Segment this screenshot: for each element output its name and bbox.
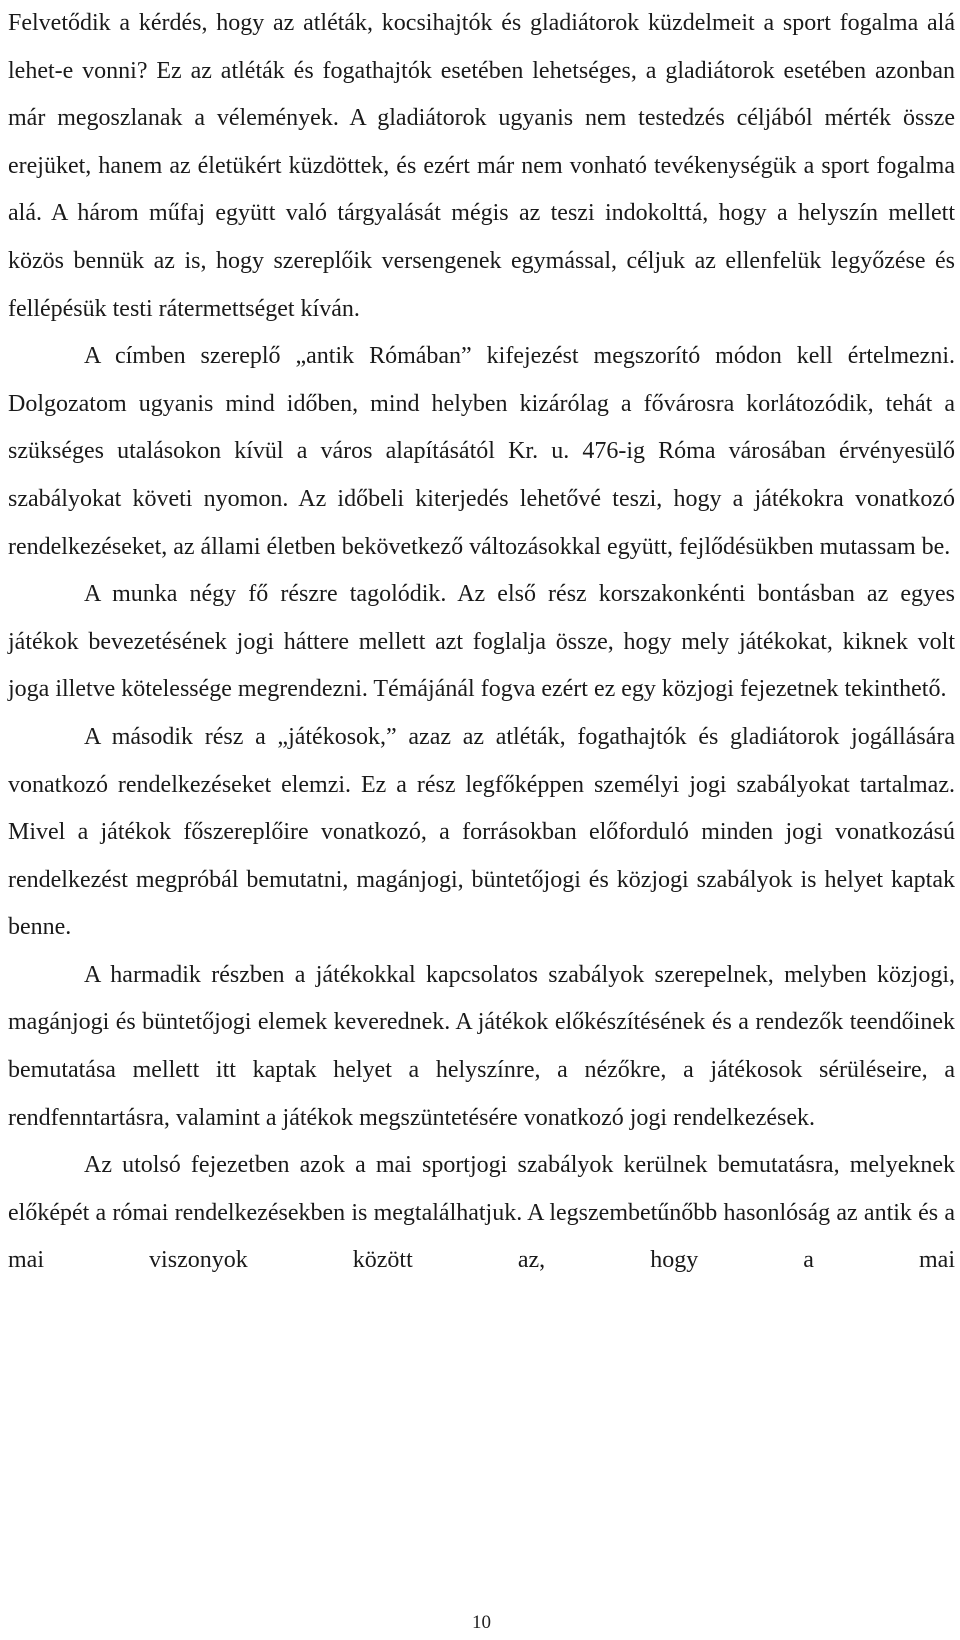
document-page xyxy=(8,0,955,1640)
page-number: 10 xyxy=(472,1612,491,1633)
paragraph-2: A címben szereplő „antik Rómában” kifejezést megszorító módon kell értelmezni. Dolgozatom ugyanis mind időben, mind helyben kizárólag a fővárosra korlátozódik, tehát a szükséges utalásokon kívül a város alapításától Kr. u. 476-ig Róma városában érvényesülő szabályokat követi nyomon. Az időbeli kiterjedés lehetővé teszi, hogy a játékokra vonatkozó rendelkezéseket, az állami életben bekövetkező változásokkal együtt, fejlődésükben mutassam be. xyxy=(8,343,955,560)
paragraph-4: A második rész a „játékosok,” azaz az atléták, fogathajtók és gladiátorok jogállására vonatkozó rendelkezéseket elemzi. Ez a rész legfőképpen személyi jogi szabályokat tartalmaz. Mivel a játékok főszereplőire vonatkozó, a forrásokban előforduló minden jogi vonatkozású rendelkezést megpróbál bemutatni, magánjogi, büntetőjogi és közjogi szabályok is helyet kaptak benne. xyxy=(8,723,955,941)
paragraph-6: Az utolsó fejezetben azok a mai sportjogi szabályok kerülnek bemutatásra, melyeknek előképét a római rendelkezésekben is megtalálhatjuk. A legszembetűnőbb hasonlóság az antik és a mai viszonyok között az, hogy a mai xyxy=(8,1152,955,1274)
paragraph-1: Felvetődik a kérdés, hogy az atléták, kocsihajtók és gladiátorok küzdelmeit a sport fogalma alá lehet-e vonni? Ez az atléták és fogathajtók esetében lehetséges, a gladiátorok esetében azonban már megoszlanak a vélemények. A gladiátorok ugyanis nem testedzés céljából mérték össze erejüket, hanem az életükért küzdöttek, és ezért már nem vonható tevékenységük a sport fogalma alá. A három műfaj együtt való tárgyalását mégis az teszi indokolttá, hogy a helyszín mellett közös bennük az is, hogy szereplőik versengenek egymással, céljuk az ellenfelük legyőzése és fellépésük testi rátermettséget kíván. xyxy=(8,10,955,322)
body-text xyxy=(8,0,955,1285)
paragraph-3: A munka négy fő részre tagolódik. Az első rész korszakonkénti bontásban az egyes játékok bevezetésének jogi háttere mellett azt foglalja össze, hogy mely játékokat, kiknek volt joga illetve kötelessége megrendezni. Témájánál fogva ezért ez egy közjogi fejezetnek tekinthető. xyxy=(8,581,955,703)
paragraph-5: A harmadik részben a játékokkal kapcsolatos szabályok szerepelnek, melyben közjogi, magánjogi és büntetőjogi elemek keverednek. A játékok előkészítésének és a rendezők teendőinek bemutatása mellett itt kaptak helyet a helyszínre, a nézőkre, a játékosok sérüléseire, a rendfenntartásra, valamint a játékok megszüntetésére vonatkozó jogi rendelkezések. xyxy=(8,961,955,1131)
